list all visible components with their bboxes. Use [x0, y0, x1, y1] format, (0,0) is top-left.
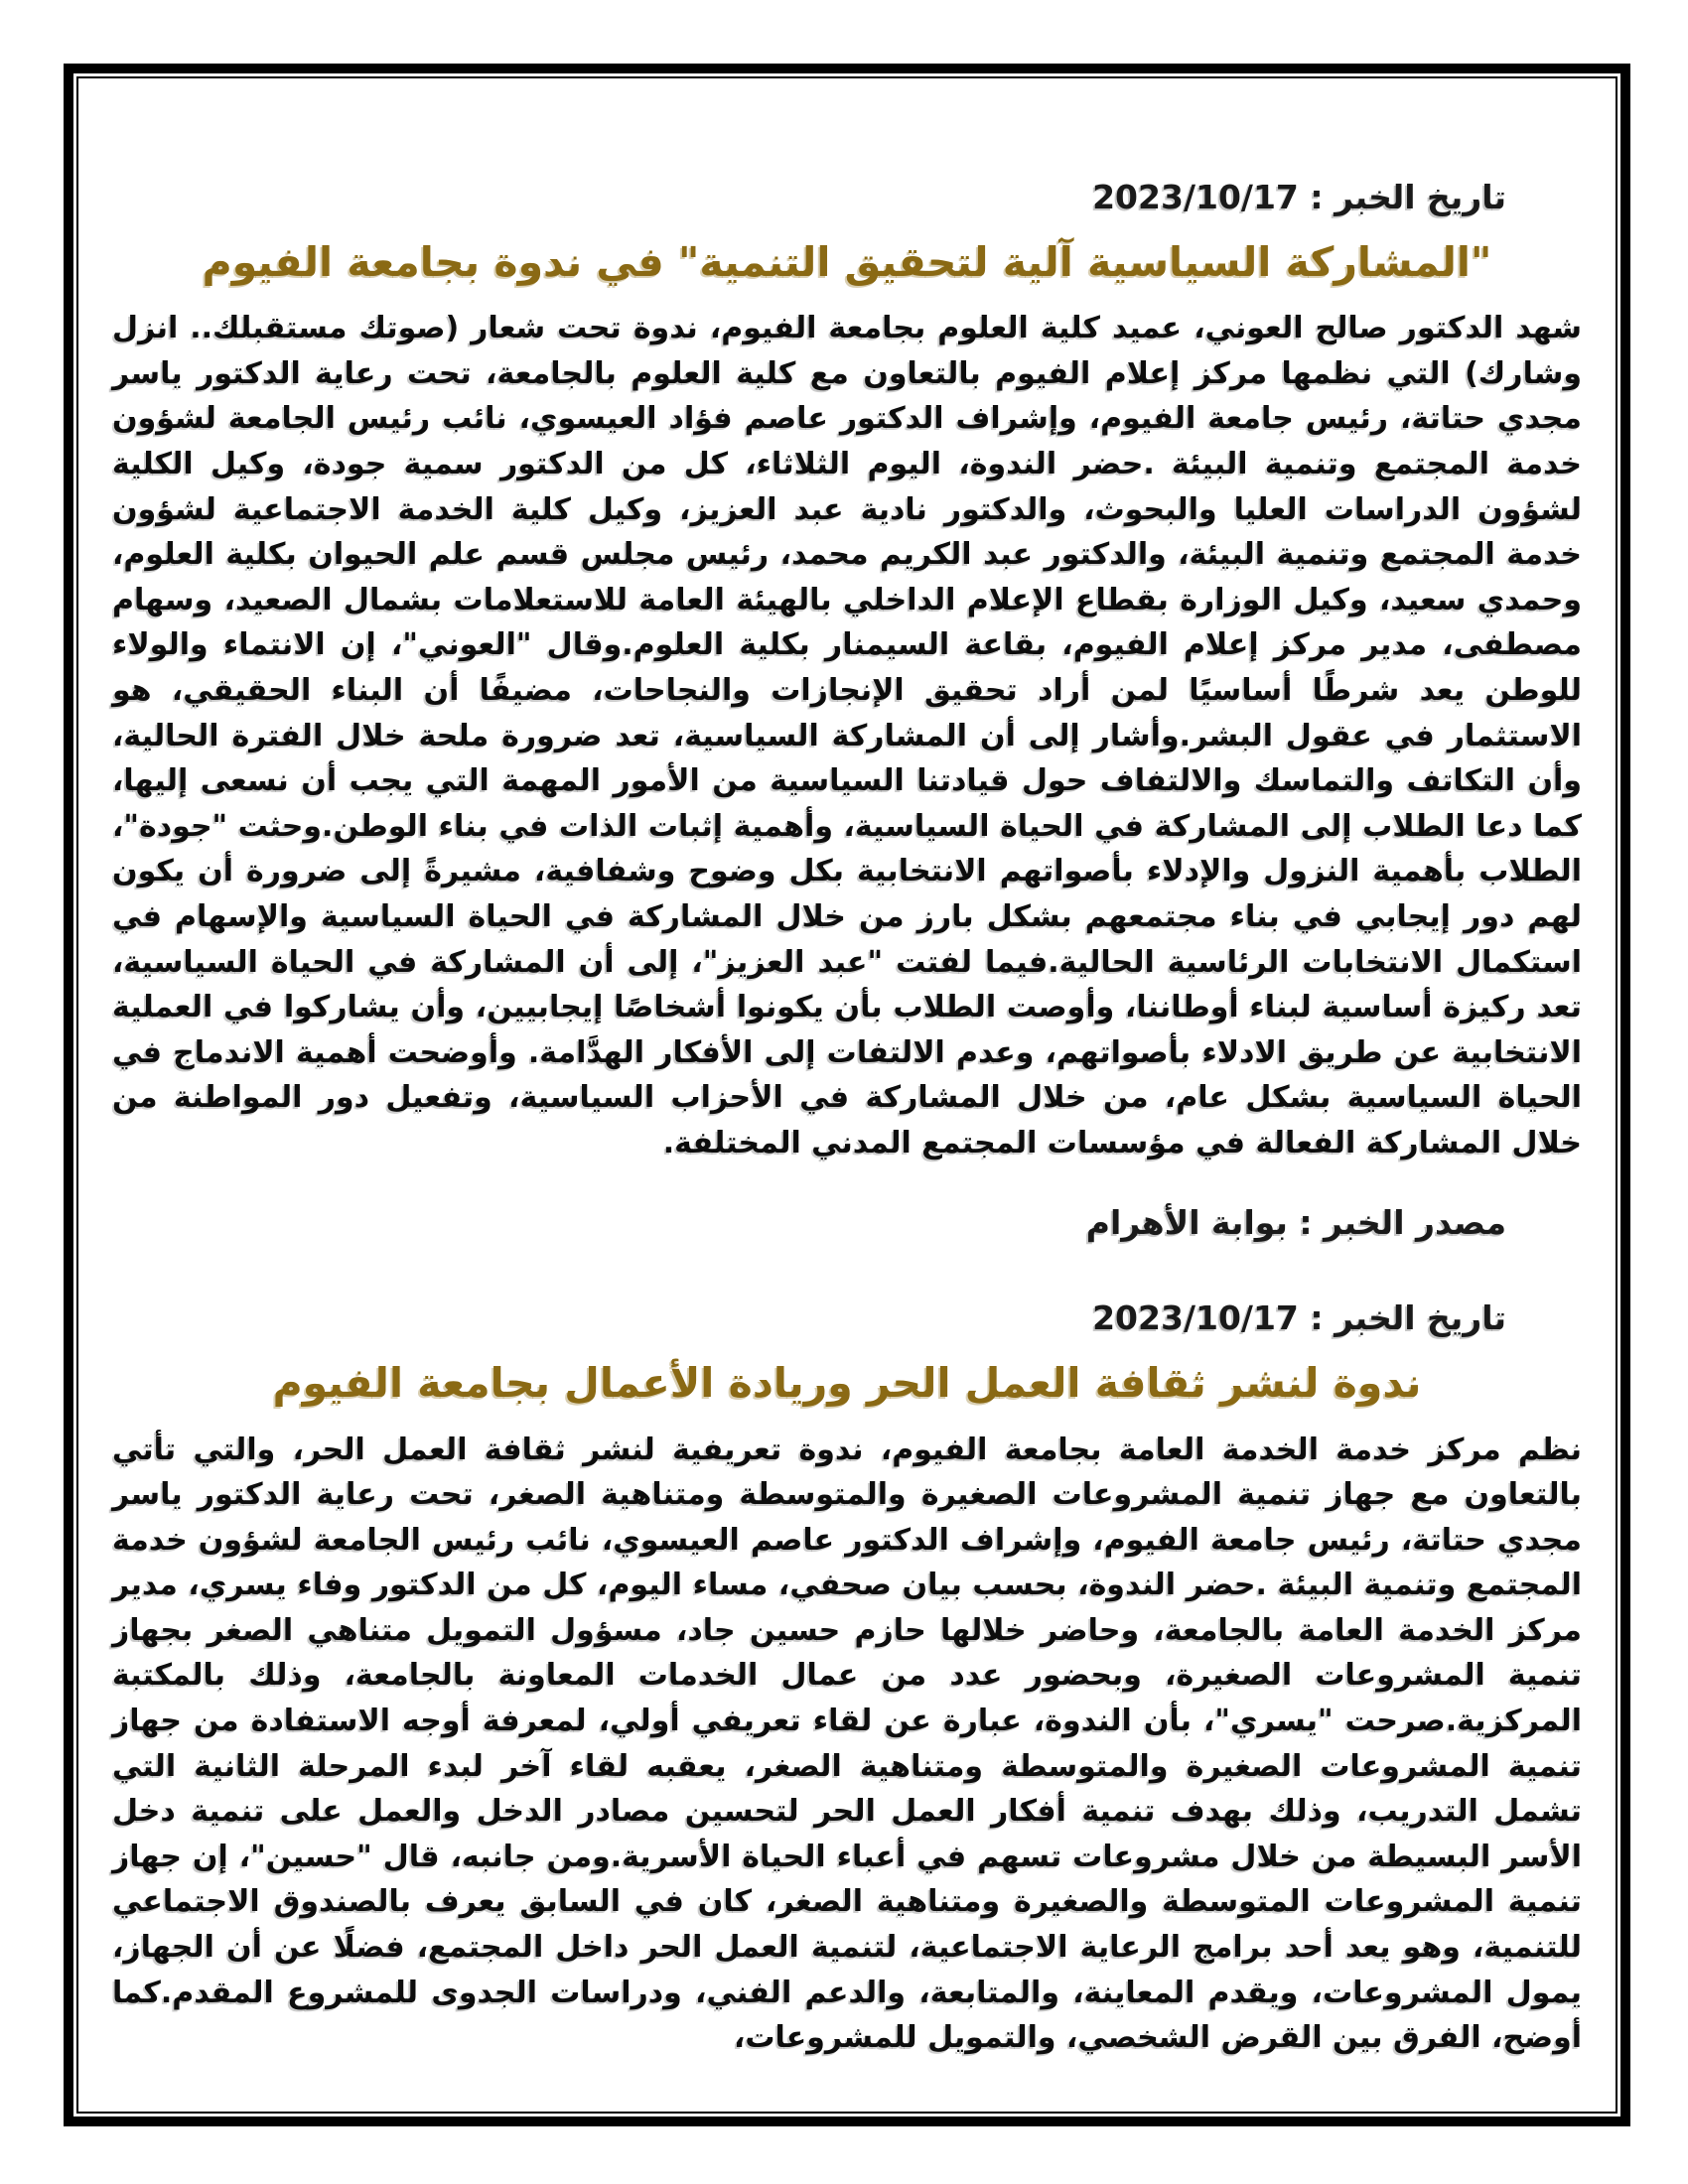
document-content: [78, 78, 1616, 2061]
article2-body: نظم مركز خدمة الخدمة العامة بجامعة الفيوم، ندوة تعريفية لنشر ثقافة العمل الحر، والتي تأتي بالتعاون مع جهاز تنمية المشروعات الصغيرة والمتوسطة ومتناهية الصغر، تحت رعاية الدكتور ياسر مجدي حتاتة، رئيس جامعة الفيوم، وإشراف الدكتور عاصم العيسوي، نائب رئيس الجامعة لشؤون خدمة المجتمع وتنمية البيئة .حضر الندوة، بحسب بيان صحفي، مساء اليوم، كل من الدكتور وفاء يسري، مدير مركز الخدمة العامة بالجامعة، وحاضر خلالها حازم حسين جاد، مسؤول التمويل متناهي الصغر بجهاز تنمية المشروعات الصغيرة، وبحضور عدد من عمال الخدمات المعاونة بالجامعة، وذلك بالمكتبة المركزية.صرحت "يسري"، بأن الندوة، عبارة عن لقاء تعريفي أولي، لمعرفة أوجه الاستفادة من جهاز تنمية المشروعات الصغيرة والمتوسطة ومتناهية الصغر، يعقبه لقاء آخر لبدء المرحلة الثانية التي تشمل التدريب، وذلك بهدف تنمية أفكار العمل الحر لتحسين مصادر الدخل والعمل على تنمية دخل الأسر البسيطة من خلال مشروعات تسهم في أعباء الحياة الأسرية.ومن جانبه، قال "حسين"، إن جهاز تنمية المشروعات المتوسطة والصغيرة ومتناهية الصغر، كان في السابق يعرف بالصندوق الاجتماعي للتنمية، وهو يعد أحد برامج الرعاية الاجتماعية، لتنمية العمل الحر داخل المجتمع، فضلًا عن أن الجهاز، يمول المشروعات، ويقدم المعاينة، والمتابعة، والدعم الفني، ودراسات الجدوى للمشروع المقدم.كما أوضح، الفرق بين القرض الشخصي، والتمويل للمشروعات،: [112, 1432, 1582, 2056]
article1-date-line: تاريخ الخبر : 2023/10/17: [1092, 178, 1506, 216]
article2-date-line: تاريخ الخبر : 2023/10/17: [1092, 1298, 1506, 1338]
article1-source-line: مصدر الخبر : بوابة الأهرام: [1085, 1203, 1506, 1243]
page-border-inner: [76, 76, 1618, 2114]
article1-title: "المشاركة السياسية آلية لتحقيق التنمية" في ندوة بجامعة الفيوم: [202, 237, 1492, 286]
page-border-outer: [64, 64, 1630, 2126]
article2-title: ندوة لنشر ثقافة العمل الحر وريادة الأعمال بجامعة الفيوم: [272, 1359, 1422, 1408]
article1-body: شهد الدكتور صالح العوني، عميد كلية العلوم بجامعة الفيوم، ندوة تحت شعار (صوتك مستقبلك.. انزل وشارك) التي نظمها مركز إعلام الفيوم بالتعاون مع كلية العلوم بالجامعة، تحت رعاية الدكتور ياسر مجدي حتاتة، رئيس جامعة الفيوم، وإشراف الدكتور عاصم فؤاد العيسوي، نائب رئيس الجامعة لشؤون خدمة المجتمع وتنمية البيئة .حضر الندوة، اليوم الثلاثاء، كل من الدكتور سمية جودة، وكيل الكلية لشؤون الدراسات العليا والبحوث، والدكتور نادية عبد العزيز، وكيل كلية الخدمة الاجتماعية لشؤون خدمة المجتمع وتنمية البيئة، والدكتور عبد الكريم محمد، رئيس مجلس قسم علم الحيوان بكلية العلوم، وحمدي سعيد، وكيل الوزارة بقطاع الإعلام الداخلي بالهيئة العامة للاستعلامات بشمال الصعيد، وسهام مصطفى، مدير مركز إعلام الفيوم، بقاعة السيمنار بكلية العلوم.وقال "العوني"، إن الانتماء والولاء للوطن يعد شرطًا أساسيًا لمن أراد تحقيق الإنجازات والنجاحات، مضيفًا أن البناء الحقيقي، هو الاستثمار في عقول البشر.وأشار إلى أن المشاركة السياسية، تعد ضرورة ملحة خلال الفترة الحالية، وأن التكاتف والتماسك والالتفاف حول قيادتنا السياسية من الأمور المهمة التي يجب أن نسعى إليها، كما دعا الطلاب إلى المشاركة في الحياة السياسية، وأهمية إثبات الذات في بناء الوطن.وحثت "جودة"، الطلاب بأهمية النزول والإدلاء بأصواتهم الانتخابية بكل وضوح وشفافية، مشيرةً إلى ضرورة أن يكون لهم دور إيجابي في بناء مجتمعهم بشكل بارز من خلال المشاركة في الحياة السياسية والإسهام في استكمال الانتخابات الرئاسية الحالية.فيما لفتت "عبد العزيز"، إلى أن المشاركة في الحياة السياسية، تعد ركيزة أساسية لبناء أوطاننا، وأوصت الطلاب بأن يكونوا أشخاصًا إيجابيين، وأن يشاركوا في العملية الانتخابية عن طريق الادلاء بأصواتهم، وعدم الالتفات إلى الأفكار الهدَّامة. وأوضحت أهمية الاندماج في الحياة السياسية بشكل عام، من خلال المشاركة في الأحزاب السياسية، وتفعيل دور المواطنة من خلال المشاركة الفعالة في مؤسسات المجتمع المدني المختلفة.: [112, 311, 1582, 1160]
